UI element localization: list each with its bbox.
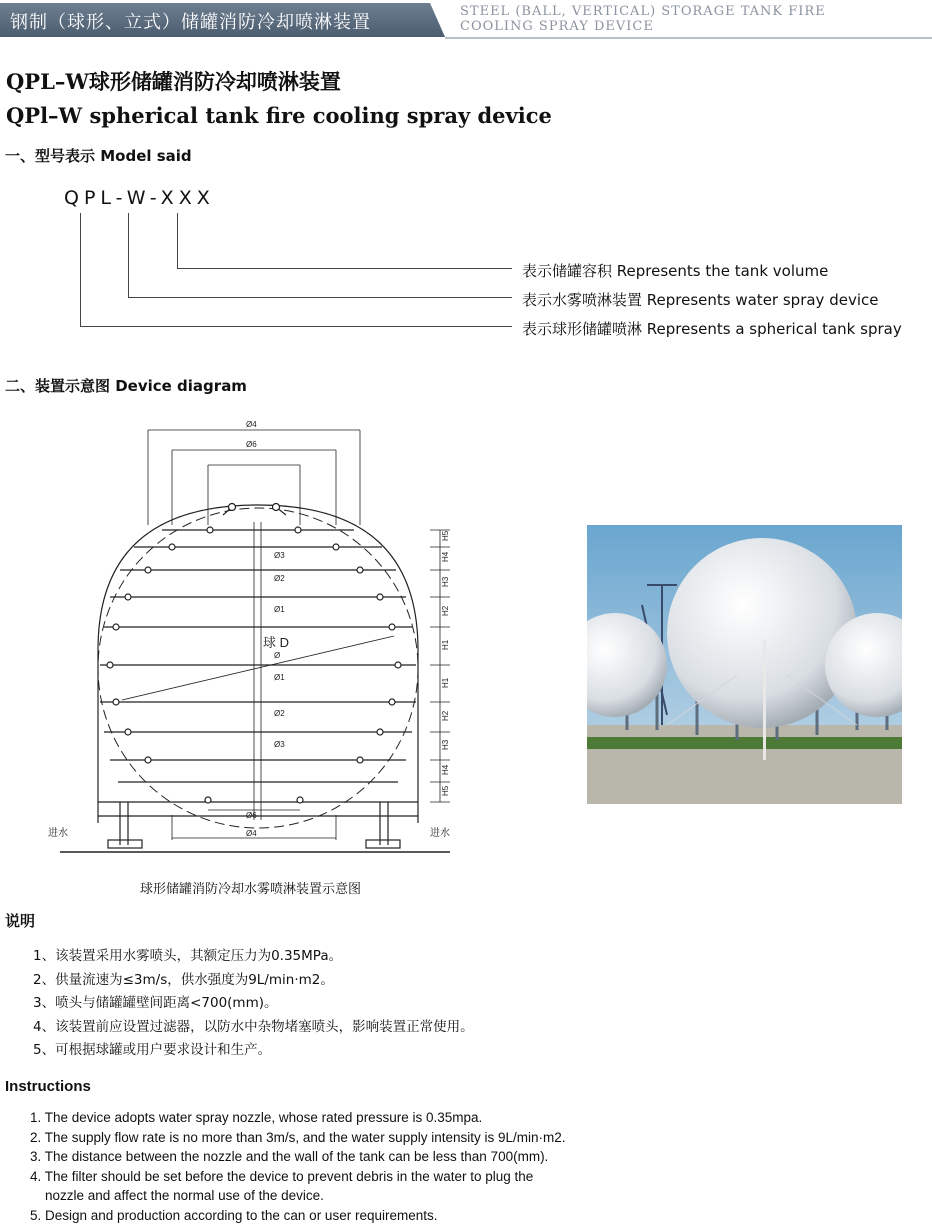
label-h4-top: H4 bbox=[441, 551, 450, 562]
instruction-item: 5. Design and production according to the can or user requirements. bbox=[30, 1207, 438, 1223]
label-phi1-lower: Ø1 bbox=[274, 673, 285, 682]
banner-divider bbox=[445, 37, 932, 39]
header-banner bbox=[0, 0, 932, 42]
page-title-cn: QPL–W球形储罐消防冷却喷淋装置 bbox=[6, 69, 341, 94]
label-phi4-bottom: Ø4 bbox=[246, 829, 257, 838]
leader-sphere-v bbox=[80, 213, 81, 327]
label-h5-top: H5 bbox=[441, 530, 450, 541]
leader-sphere-h bbox=[80, 326, 512, 327]
instruction-item: 2. The supply flow rate is no more than 3m/s, and the water supply intensity is 9L/min·m2. bbox=[30, 1129, 566, 1145]
notes-list bbox=[33, 944, 474, 1062]
banner-title-cn: 钢制（球形、立式）储罐消防冷却喷淋装置 bbox=[10, 12, 371, 33]
note-item: 1、该装置采用水雾喷头，其额定压力为0.35MPa。 bbox=[33, 948, 343, 964]
leader-volume-h bbox=[177, 268, 512, 269]
banner-title-en bbox=[460, 4, 826, 34]
instruction-item: 4. The filter should be set before the device to prevent debris in the water to plug the bbox=[30, 1168, 534, 1184]
label-phi3-lower: Ø3 bbox=[274, 740, 285, 749]
model-code: QPL-W-XXX bbox=[64, 187, 215, 209]
label-h3-bottom: H3 bbox=[441, 739, 450, 750]
label-inlet-right: 进水 bbox=[430, 828, 450, 839]
label-h1-top: H1 bbox=[441, 639, 450, 650]
tank-photo bbox=[587, 525, 902, 804]
label-inlet-left: 进水 bbox=[48, 828, 68, 839]
outer-spray-frame bbox=[98, 505, 418, 823]
model-label-sphere: 表示球形储罐喷淋 Represents a spherical tank spray bbox=[522, 320, 902, 338]
note-item: 5、可根据球罐或用户要求设计和生产。 bbox=[33, 1042, 272, 1058]
instructions-heading: Instructions bbox=[5, 1078, 91, 1095]
diagram-caption: 球形储罐消防冷却水雾喷淋装置示意图 bbox=[140, 882, 362, 897]
label-phi2-lower: Ø2 bbox=[274, 709, 285, 718]
instructions-list bbox=[30, 1110, 566, 1228]
label-phi2-upper: Ø2 bbox=[274, 574, 285, 583]
note-item: 2、供量流速为≤3m/s，供水强度为9L/min·m2。 bbox=[33, 971, 334, 988]
label-phi6-bottom: Ø6 bbox=[246, 811, 257, 820]
notes-heading: 说明 bbox=[5, 912, 36, 930]
page-title-en: QPl–W spherical tank fire cooling spray device bbox=[6, 103, 552, 128]
instruction-item: 3. The distance between the nozzle and the wall of the tank can be less than 700(mm). bbox=[30, 1149, 549, 1165]
banner-title-en-line2: COOLING SPRAY DEVICE bbox=[460, 19, 654, 34]
label-ball-d: 球 D bbox=[263, 635, 290, 650]
label-phi4-top: Ø4 bbox=[246, 420, 257, 429]
leader-volume-v bbox=[177, 213, 178, 269]
instruction-item: nozzle and affect the normal use of the device. bbox=[30, 1188, 324, 1204]
model-label-spray: 表示水雾喷淋装置 Represents water spray device bbox=[522, 291, 879, 309]
label-phi1-upper: Ø1 bbox=[274, 605, 285, 614]
model-heading: 一、型号表示 Model said bbox=[5, 147, 192, 165]
model-label-volume: 表示储罐容积 Represents the tank volume bbox=[522, 262, 829, 280]
label-phi: Ø bbox=[274, 651, 281, 660]
note-item: 4、该装置前应设置过滤器，以防水中杂物堵塞喷头，影响装置正常使用。 bbox=[33, 1018, 474, 1035]
diagram-heading: 二、装置示意图 Device diagram bbox=[5, 377, 247, 395]
leader-spray-v bbox=[128, 213, 129, 298]
leader-spray-h bbox=[128, 297, 512, 298]
label-phi6-top: Ø6 bbox=[246, 440, 257, 449]
instruction-item: 1. The device adopts water spray nozzle, whose rated pressure is 0.35mpa. bbox=[30, 1110, 483, 1125]
spray-device-diagram bbox=[30, 410, 480, 870]
label-h4-bottom: H4 bbox=[441, 764, 450, 775]
label-h2-top: H2 bbox=[441, 605, 450, 616]
label-h3-top: H3 bbox=[441, 576, 450, 587]
label-h1-bottom: H1 bbox=[441, 677, 450, 688]
note-item: 3、喷头与储罐罐壁间距离<700(mm)。 bbox=[33, 995, 278, 1011]
label-h5-bottom: H5 bbox=[441, 785, 450, 796]
label-phi3-upper: Ø3 bbox=[274, 551, 285, 560]
banner-title-en-line1: STEEL (BALL, VERTICAL) STORAGE TANK FIRE bbox=[460, 4, 826, 19]
label-h2-bottom: H2 bbox=[441, 710, 450, 721]
